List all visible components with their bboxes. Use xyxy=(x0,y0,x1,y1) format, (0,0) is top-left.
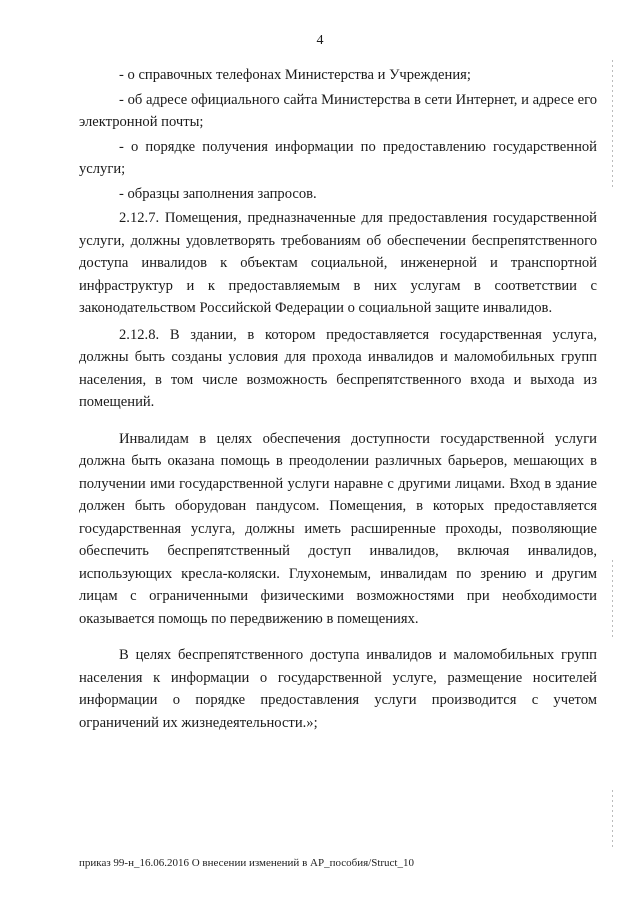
clause-2-12-7: 2.12.7. Помещения, предназначенные для предоставления государственной услуги, должны удовлетворять требованиям об обеспечении беспрепятственного доступа инвалидов к объектам социальной, инженерной и транспортной инфраструктур и к предоставляемым в них услугам в соответствии с законодательством Российской Федерации о социальной защите инвалидов. xyxy=(79,210,597,316)
document-body xyxy=(79,64,597,738)
clause-2-12-8: 2.12.8. В здании, в котором предоставляется государственная услуга, должны быть созданы условия для прохода инвалидов и маломобильных групп населения, в том числе возможность беспрепятственного входа и выхода из помещений. xyxy=(79,326,597,410)
scan-edge-line xyxy=(612,60,613,190)
page-number: 4 xyxy=(316,33,324,48)
paragraph-disabled-assistance: Инвалидам в целях обеспечения доступности государственной услуги должна быть оказана помощь в преодолении различных барьеров, мешающих в получении ими государственной услуги наравне с другими лицами. Вход в здание должен быть оборудован пандусом. Помещения, в которых предоставляется государственная услуга, должны иметь расширенные проходы, позволяющие обеспечить беспрепятственный доступ инвалидов, включая инвалидов, использующих кресла-коляски. Глухонемым, инвалидам по зрению и другим лицам с ограниченными физическими возможностями при необходимости оказывается помощь по передвижению в помещениях. xyxy=(79,430,597,627)
paragraph-information-access: В целях беспрепятственного доступа инвалидов и маломобильных групп населения к информации о государственной услуге, размещение носителей информации о порядке предоставления услуги производится с учетом ограничений их жизнедеятельности.»; xyxy=(79,647,597,731)
bullet-info-procedure: - о порядке получения информации по предоставлению государственной услуги; xyxy=(79,138,597,177)
document-footer: приказ 99-н_16.06.2016 О внесении изменений в АР_пособия/Struct_10 xyxy=(79,857,414,869)
bullet-website: - об адресе официального сайта Министерства в сети Интернет, и адресе его электронной почты; xyxy=(79,91,597,130)
scan-edge-line xyxy=(612,560,613,640)
bullet-phones: - о справочных телефонах Министерства и Учреждения; xyxy=(119,67,471,83)
scan-edge-line xyxy=(612,790,613,850)
bullet-samples: - образцы заполнения запросов. xyxy=(119,185,317,202)
